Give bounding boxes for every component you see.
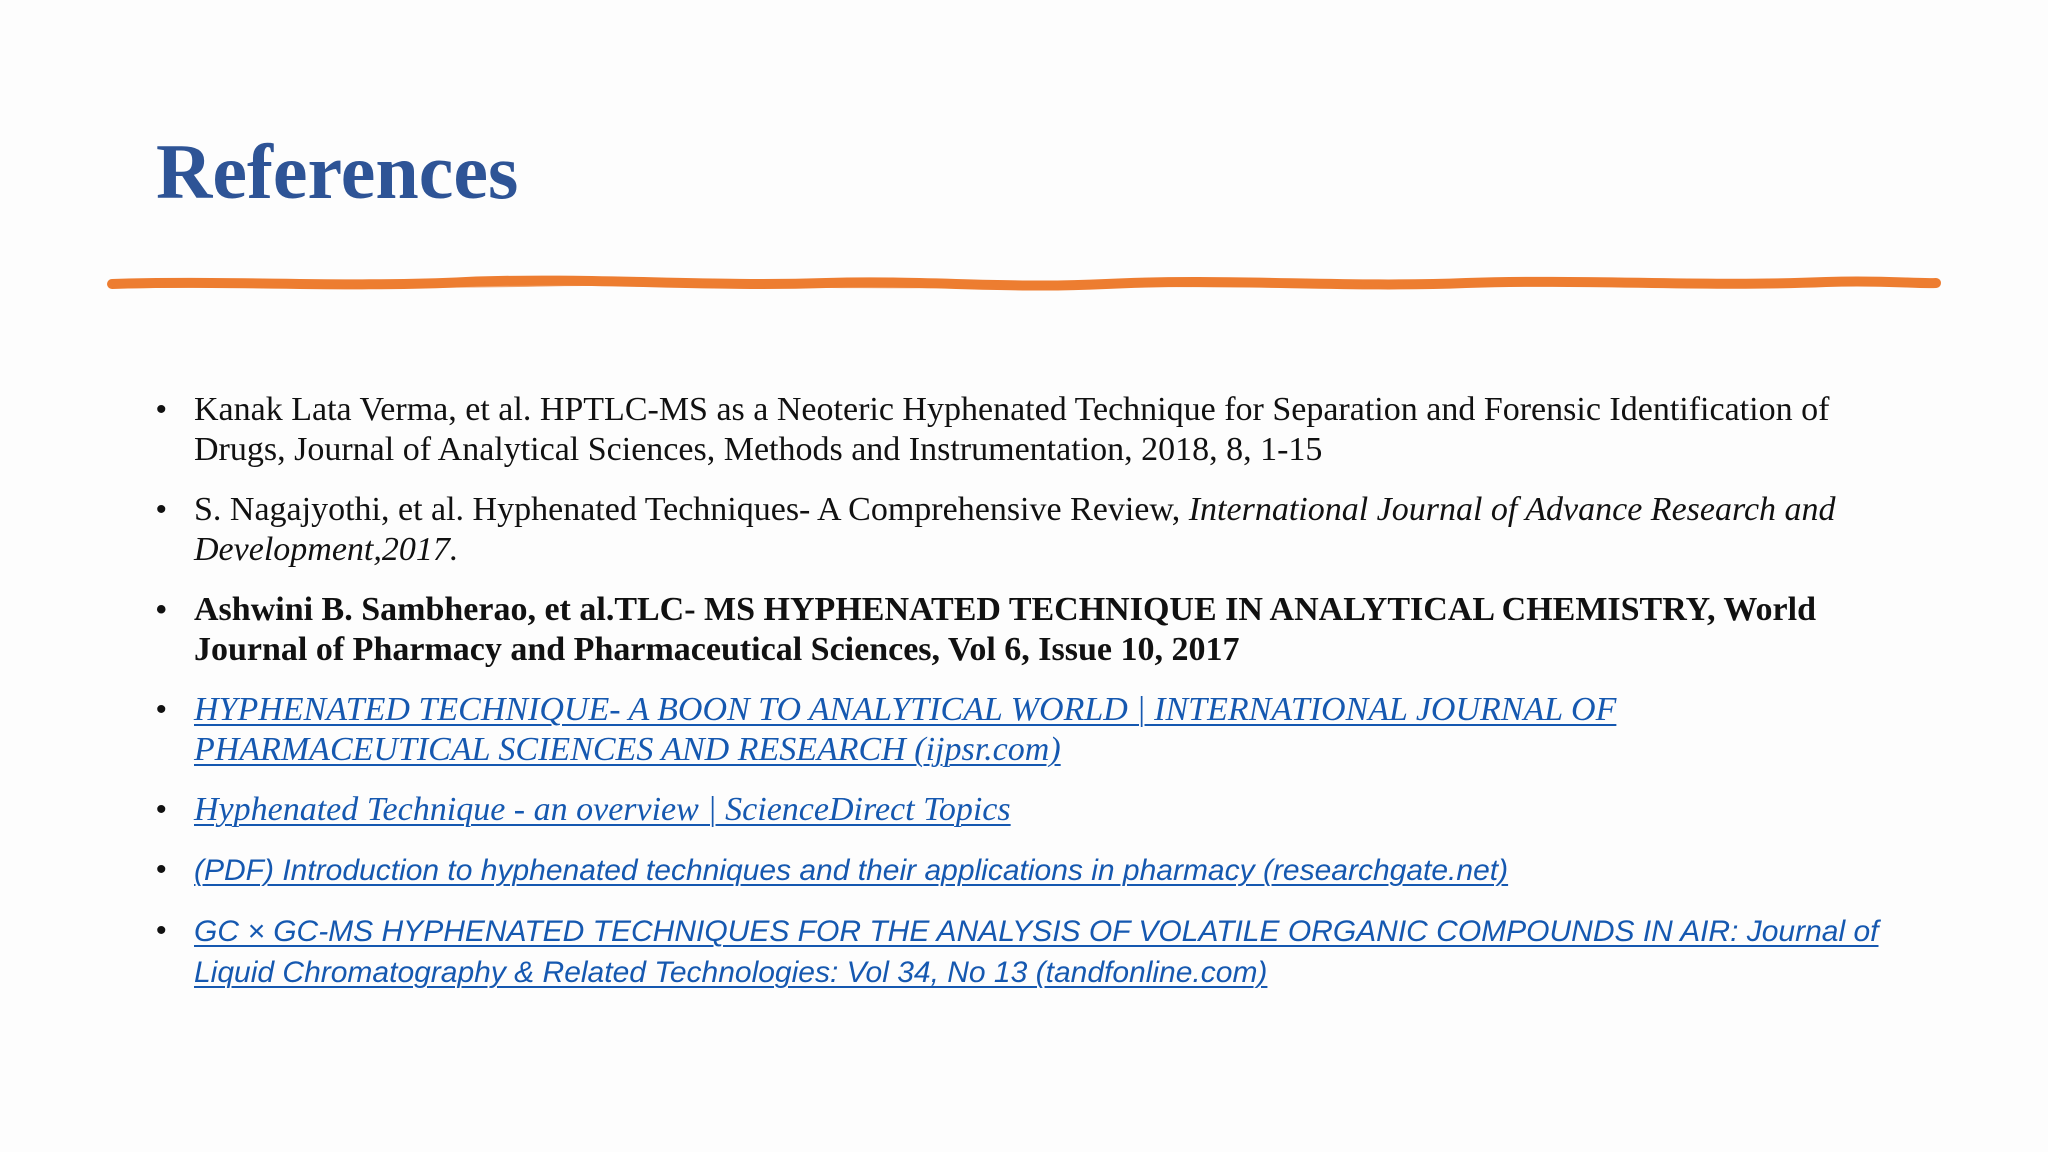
bullet: • — [156, 793, 167, 826]
bullet: • — [156, 853, 167, 886]
reference-link-ijpsr[interactable]: HYPHENATED TECHNIQUE- A BOON TO ANALYTICAL WORLD | INTERNATIONAL JOURNAL OF PHARMACEUTICAL SCIENCES AND RESEARCH (ijpsr.com) — [194, 691, 1617, 768]
bullet: • — [156, 693, 167, 726]
list-item — [156, 490, 1896, 570]
reference-journal: International Journal of Advance Research and Development,2017. — [194, 491, 1836, 568]
reference-text: Kanak Lata Verma, et al. HPTLC-MS as a Neoteric Hyphenated Technique for Separation and Forensic Identification of Drugs, Journal of Analytical Sciences, Methods and Instrumentation, 2018, 8, 1-15 — [194, 391, 1830, 468]
list-item — [156, 850, 1896, 891]
list-item — [156, 911, 1896, 993]
slide-title: References — [156, 128, 519, 215]
bullet: • — [156, 914, 167, 947]
list-item — [156, 690, 1896, 770]
title-divider — [106, 262, 1942, 306]
list-item — [156, 590, 1896, 670]
list-item — [156, 390, 1896, 470]
list-item — [156, 790, 1896, 830]
bullet: • — [156, 393, 167, 426]
reference-text: Ashwini B. Sambherao, et al.TLC- MS HYPHENATED TECHNIQUE IN ANALYTICAL CHEMISTRY, World Journal of Pharmacy and Pharmaceutical Sciences, Vol 6, Issue 10, 2017 — [194, 591, 1816, 668]
reference-link-researchgate[interactable]: (PDF) Introduction to hyphenated techniques and their applications in pharmacy (researchgate.net) — [194, 854, 1509, 887]
reference-text: S. Nagajyothi, et al. Hyphenated Techniques- A Comprehensive Review, — [194, 491, 1189, 528]
bullet: • — [156, 593, 167, 626]
references-list — [156, 390, 1896, 1013]
reference-link-tandfonline[interactable]: GC × GC-MS HYPHENATED TECHNIQUES FOR THE ANALYSIS OF VOLATILE ORGANIC COMPOUNDS IN AIR: Journal of Liquid Chromatography & Related Technologies: Vol 34, No 13 (tandfonline.com) — [194, 915, 1879, 989]
reference-link-sciencedirect[interactable]: Hyphenated Technique - an overview | ScienceDirect Topics — [194, 791, 1011, 828]
bullet: • — [156, 493, 167, 526]
